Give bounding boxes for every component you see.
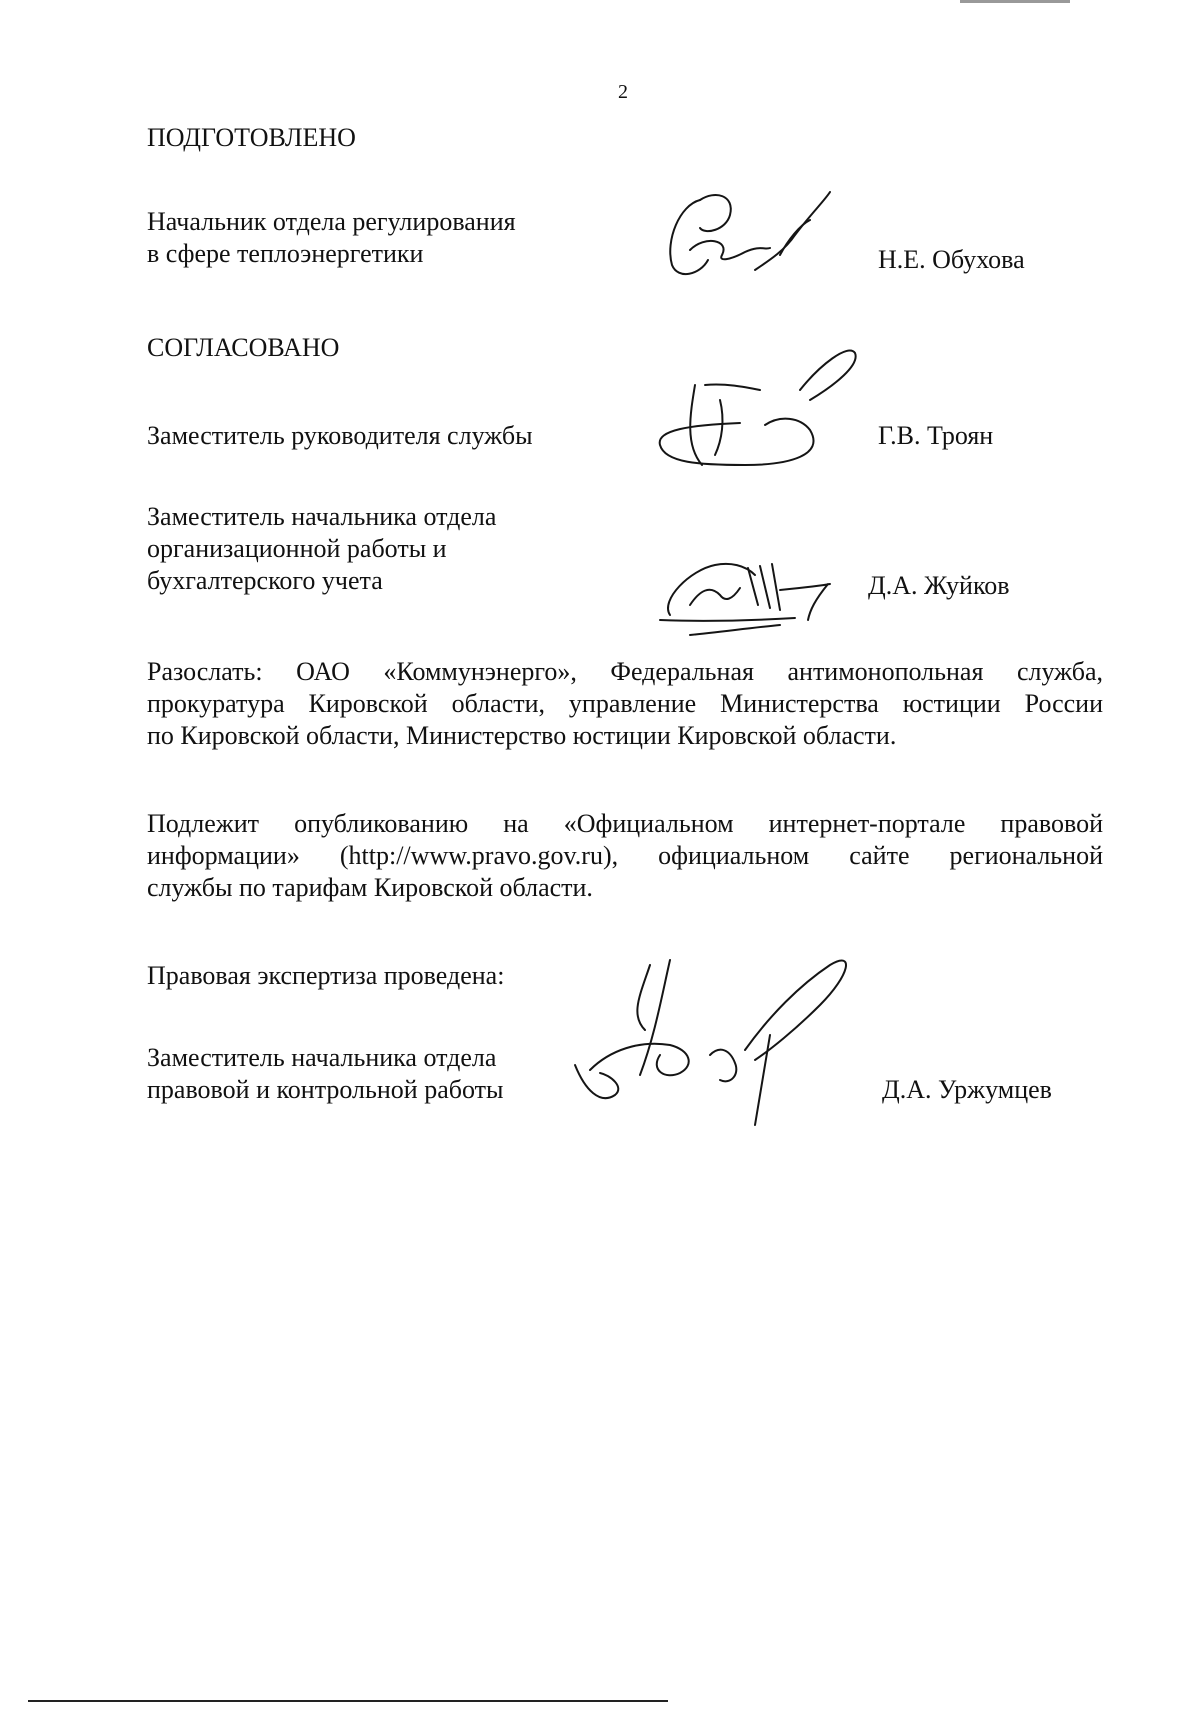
publication-paragraph [147,808,1103,904]
agreed-signer-1-name: Г.В. Троян [878,421,994,450]
distribution-paragraph [147,656,1103,752]
scan-mark-top [960,0,1070,3]
prepared-position-line-1: Начальник отдела регулирования [147,207,516,236]
legal-review-signer-name: Д.А. Уржумцев [882,1075,1052,1104]
agreed-signer-2-position-line-3: бухгалтерского учета [147,566,383,595]
distribution-line-3: по Кировской области, Министерство юстиции Кировской области. [147,721,897,750]
scan-edge-line [28,1700,668,1702]
legal-review-position-line-1: Заместитель начальника отдела [147,1043,497,1072]
prepared-position-line-2: в сфере теплоэнергетики [147,239,424,268]
signature-obukhova [660,180,850,290]
page-number: 2 [618,81,628,103]
legal-review-position-line-2: правовой и контрольной работы [147,1075,504,1104]
publication-line-1: Подлежит опубликованию на «Официальном интернет-портале правовой [147,809,1103,838]
legal-review-heading: Правовая экспертиза проведена: [147,961,505,990]
agreed-signer-2-position-line-1: Заместитель начальника отдела [147,502,497,531]
publication-line-2: информации» (http://www.pravo.gov.ru), официальном сайте региональной [147,841,1103,870]
prepared-heading: ПОДГОТОВЛЕНО [147,123,356,152]
agreed-signer-2-position-line-2: организационной работы и [147,534,447,563]
publication-line-3: службы по тарифам Кировской области. [147,873,593,902]
distribution-line-2: прокуратура Кировской области, управление Министерства юстиции России [147,689,1103,718]
agreed-signer-2-name: Д.А. Жуйков [868,571,1010,600]
distribution-line-1: Разослать: ОАО «Коммунэнерго», Федеральная антимонопольная служба, [147,657,1103,686]
agreed-heading: СОГЛАСОВАНО [147,333,340,362]
signature-zhuikov [650,540,870,640]
prepared-signer-name: Н.Е. Обухова [878,245,1025,274]
signature-troyan [650,345,880,505]
signature-urzhumtsev [570,955,890,1135]
agreed-signer-1-position: Заместитель руководителя службы [147,421,533,450]
